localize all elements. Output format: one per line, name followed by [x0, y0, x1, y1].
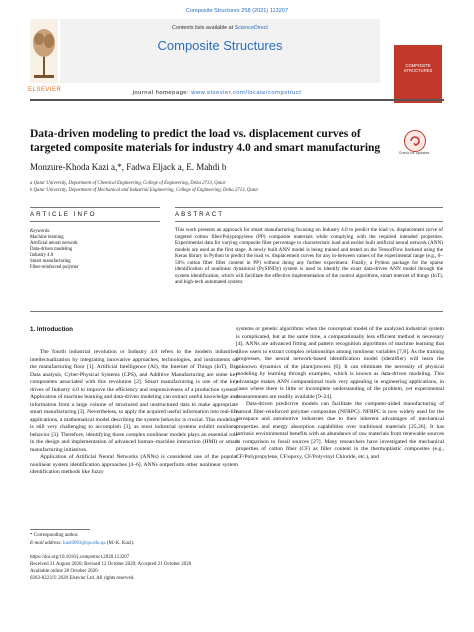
keyword-item: Smart manufacturing	[30, 259, 71, 264]
author-list[interactable]: Monzure-Khoda Kazi a,*, Fadwa Eljack a, E. Mahdi b	[30, 162, 227, 172]
keyword-item: Data-driven modeling	[30, 247, 73, 252]
intro-paragraph: The fourth industrial revolution or Industry 4.0 refers to the modern industries' intellectualization by integrating innovative approaches, technologies, and instruments on the manufacturing floor [1]. Artificial Intelligence (AI), the Internet of Things (IoT), Big Data analysis, Cyber-Physical Systems (CPS), and Additive Manufacturing are some key components associated with this revolution [2]. Smart manufacturing is one of the key drives of Industry 4.0 to improve the efficiency and responsiveness of a production system. Application of machine learning and data-driven modeling can extract useful knowledge and information from a large volume of structured and unstructured data to make appropriate smart manufacturing [3]. Nevertheless, to apply the acquired useful information into real-life applications, a mathematical model describing the system behavior is crucial. This modeling is still very challenging to accomplish [3], as most industrial systems exhibit nonlinear behavior [3]. Therefore, identifying those complex nonlinear models plays an essential role in the design and implementation of advanced human–machine interaction (HMI) or smart manufacturing initiatives.	[30, 349, 238, 453]
available-online: Available online 28 October 2020	[30, 569, 98, 574]
keywords-label: Keywords:	[30, 229, 51, 234]
intro-paragraph: Data-driven predictive models can facilitate the computer-aided manufacturing of natural fiber-reinforced polymer composites (NFRPC). NFRPC is now widely used for the aerospace and automotive industries due to their inherent advantages of mechanical properties and energy absorption capabilities over traditional materials [25,26]. It has intrinsic environmental benefits with an abundance of raw materials from renewable sources in comparison to fossil sources [27]. Many researchers have investigated the mechanical properties of cotton fiber (CF) as filler content in the thermoplastic composites (e.g., CF/Polypropylene, CF/epoxy, CF/Polyvinyl Chloride, etc.), and	[236, 401, 444, 460]
abstract-bottom-rule	[30, 311, 443, 312]
email-label: E-mail address:	[30, 541, 64, 546]
received-dates: Received 31 August 2020; Revised 12 October 2020; Accepted 21 October 2020	[30, 562, 192, 567]
journal-homepage	[32, 90, 402, 96]
abstract-heading-rule	[175, 221, 443, 222]
right-column	[236, 326, 444, 461]
sciencedirect-link[interactable]: ScienceDirect	[234, 25, 268, 31]
publisher-name: ELSEVIER	[28, 87, 62, 93]
contents-prefix: Contents lists available at	[172, 25, 235, 31]
journal-reference[interactable]: Composite Structures 258 (2021) 113207	[185, 8, 289, 14]
email-link[interactable]: kazi0003@qu.edu.qa	[63, 541, 106, 546]
intro-paragraph: Application of Artificial Neural Networks (ANNs) is considered one of the popular nonlinear system identification approaches [4–6]. ANNs outperform other nonlinear system identification methods like fuzzy	[30, 454, 238, 475]
header-divider	[30, 99, 444, 101]
footnote-divider	[30, 529, 90, 530]
email-line	[30, 541, 134, 546]
abstract-heading: ABSTRACT	[175, 211, 225, 218]
keyword-item: Fiber-reinforced polymer	[30, 265, 79, 270]
keyword-item: Machine learning	[30, 235, 64, 240]
homepage-prefix: journal homepage:	[132, 90, 192, 96]
email-suffix: (M.-K. Kazi).	[105, 541, 135, 546]
refresh-icon	[405, 131, 425, 151]
corresponding-author-note: * Corresponding author.	[30, 533, 79, 538]
left-column	[30, 349, 238, 477]
article-info-heading: ARTICLE INFO	[30, 211, 97, 218]
elsevier-tree-logo-icon	[30, 19, 58, 83]
intro-paragraph: systems or genetic algorithms when the conceptual model of the analyzed industrial system is complicated, but at the same time, a computationally less efficient method is necessary [4]. ANNs are advanced fitting and pattern recognition algorithms of machine learning that allow users to extract complex relationships among nonlinear variables [7,8]. As the training progresses, the neural network-based identification model (identifier) will learn the unknown dynamics of the plant/process [6]. It can eliminate the necessity of physical modeling by learning through examples, which is known as data-driven modeling. This advantage makes ANN computational tools very appealing in engineering applications, in cases where there is little or incomplete understanding of the problem, yet experimental measurements are readily available [9–24].	[236, 326, 444, 400]
info-top-rule	[30, 207, 160, 208]
affiliation-b: b Qatar University, Department of Mechanical and Industrial Engineering, College of Engineering, Doha 2713, Qatar	[30, 188, 259, 193]
article-title: Data-driven modeling to predict the load vs. displacement curves of targeted composite materials for industry 4.0 and smart manufacturing	[30, 128, 381, 154]
journal-name[interactable]: Composite Structures	[157, 38, 283, 53]
abstract-text: This work presents an approach for smart manufacturing focusing on Industry 4.0 to predict the load vs. displacement curve of targeted cotton fiber/Polypropylene (PP) composite materials while complying with the required intended properties. Experimental data for varying composite fiber percentage to characteristic load and earlier built artificial neural network (ANN) models are used as the first stage. A newly built ANN model is being trained and tested on the TensorFlow backend using the Keras library in Python to predict the load vs. displacement curves for any in-between values of the experimental range (e.g., 0–50% cotton fiber filler content in PP) without doing any further experiment. Finally, a Python package for the sparse identification of nonlinear dynamical (PySINDy) system is used to identify the exact data-driven ANN model through the system identification, which will facilitate the effective implementation of the control algorithms, smart internet of things (IoT), and high-tech automated system.	[175, 227, 443, 286]
info-heading-rule	[30, 221, 160, 222]
keyword-item: Artificial neural network	[30, 241, 78, 246]
copyright: 0263-8223/© 2020 Elsevier Ltd. All rights reserved.	[30, 576, 135, 581]
check-for-updates-label[interactable]: Check for updates	[398, 151, 430, 155]
cover-title: COMPOSITE STRUCTURES	[403, 63, 433, 73]
keyword-item: Industry 4.0	[30, 253, 54, 258]
affiliation-a: a Qatar University, Department of Chemical Engineering, College of Engineering, Doha 2713, Qatar	[30, 181, 226, 186]
homepage-link[interactable]: www.elsevier.com/locate/compstruct	[191, 90, 302, 96]
doi-link[interactable]: https://doi.org/10.1016/j.compstruct.2020.113207	[30, 555, 130, 560]
abstract-top-rule	[175, 207, 443, 208]
check-for-updates-icon[interactable]	[404, 130, 426, 152]
introduction-heading: 1. Introduction	[30, 326, 73, 333]
contents-line	[60, 25, 380, 31]
